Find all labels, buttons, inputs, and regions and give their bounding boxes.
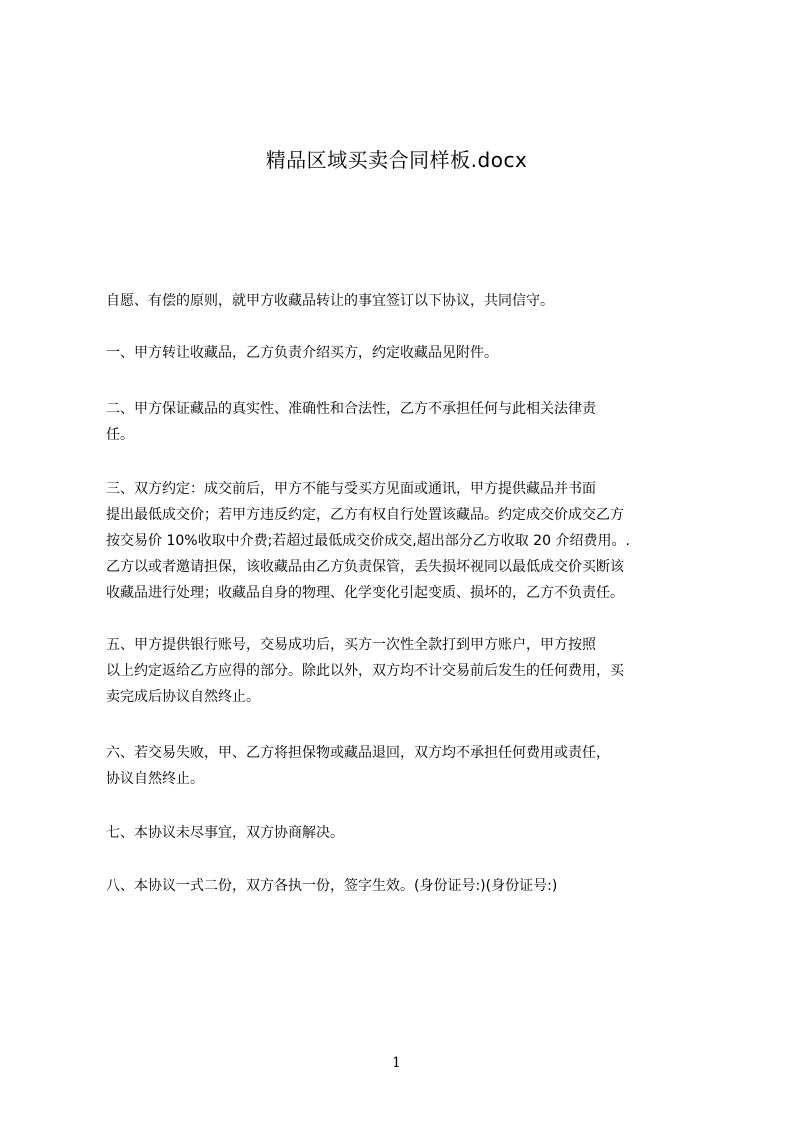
paragraph-line: 按交易价 10%收取中介费;若超过最低成交价成交,超出部分乙方收取 20 介绍费用。. [106,533,630,549]
paragraph-line: 卖完成后协议自然终止。 [106,689,260,705]
paragraph-line: 五、甲方提供银行账号，交易成功后，买方一次性全款打到甲方账户，甲方按照 [106,637,596,653]
clause-6 [106,740,706,792]
paragraph-line: 协议自然终止。 [106,771,204,787]
paragraph-line: 七、本协议未尽事宜，双方协商解决。 [106,825,344,841]
page-number: 1 [392,1055,401,1071]
paragraph-line: 一、甲方转让收藏品，乙方负责介绍买方，约定收藏品见附件。 [106,345,498,361]
paragraph-line: 八、本协议一式二份，双方各执一份，签字生效。(身份证号:)(身份证号:) [106,878,558,894]
paragraph-line: 六、若交易失败，甲、乙方将担保物或藏品退回，双方均不承担任何费用或责任， [106,745,610,761]
paragraph-line: 任。 [106,427,134,443]
clause-5 [106,632,706,710]
document-title: 精品区域买卖合同样板.docx [265,148,528,172]
clause-8 [106,873,706,899]
paragraph-line: 自愿、有偿的原则，就甲方收藏品转让的事宜签订以下协议，共同信守。 [106,293,554,309]
paragraph-line: 提出最低成交价；若甲方违反约定，乙方有权自行处置该藏品。约定成交价成交乙方 [106,507,624,523]
clause-1 [106,340,706,366]
clause-2 [106,396,706,448]
paragraph-intro [106,288,706,314]
paragraph-line: 二、甲方保证藏品的真实性、准确性和合法性，乙方不承担任何与此相关法律责 [106,401,596,417]
paragraph-line: 三、双方约定：成交前后，甲方不能与受买方见面或通讯，甲方提供藏品并书面 [106,481,596,497]
clause-7 [106,820,706,846]
clause-3 [106,476,706,606]
paragraph-line: 乙方以或者邀请担保，该收藏品由乙方负责保管，丢失损坏视同以最低成交价买断该 [106,559,624,575]
paragraph-line: 收藏品进行处理；收藏品自身的物理、化学变化引起变质、损坏的，乙方不负责任。 [106,585,624,601]
paragraph-line: 以上约定返给乙方应得的部分。除此以外，双方均不计交易前后发生的任何费用，买 [106,663,624,679]
